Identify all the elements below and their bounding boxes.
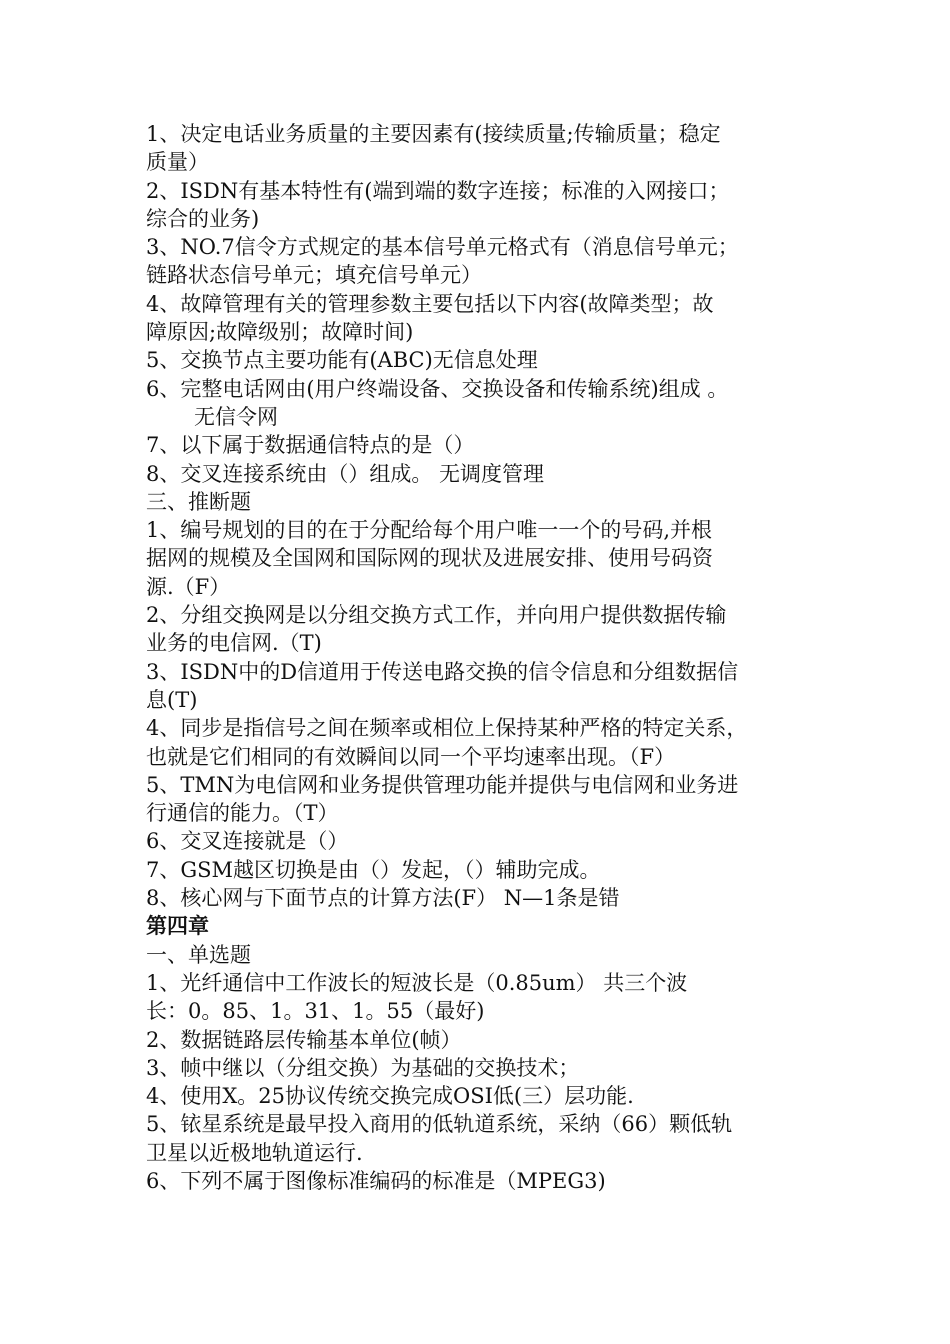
text-line: 6、完整电话网由(用户终端设备、交换设备和传输系统)组成 。 xyxy=(146,376,729,401)
document-body xyxy=(146,120,816,1195)
text-line: 卫星以近极地轨道运行. xyxy=(146,1140,363,1165)
text-line: 1、决定电话业务质量的主要因素有(接续质量;传输质量；稳定 xyxy=(146,122,721,146)
text-line: 也就是它们相同的有效瞬间以同一个平均速率出现。（F） xyxy=(146,744,676,769)
text-line: 7、以下属于数据通信特点的是（） xyxy=(146,433,475,458)
text-line: 1、光纤通信中工作波长的短波长是（0.85um） 共三个波 xyxy=(146,970,688,995)
text-line: 行通信的能力。（T） xyxy=(146,801,339,826)
text-line: 业务的电信网.（T) xyxy=(146,631,322,656)
text-line: 无信令网 xyxy=(194,404,278,429)
text-line: 三、推断题 xyxy=(146,489,251,514)
text-line: 1、编号规划的目的在于分配给每个用户唯一一个的号码,并根 xyxy=(146,518,713,543)
text-line: 6、下列不属于图像标准编码的标准是（MPEG3) xyxy=(146,1168,606,1193)
text-line: 长：0。85、1。31、1。55（最好) xyxy=(146,999,485,1024)
text-line: 5、TMN为电信网和业务提供管理功能并提供与电信网和业务进 xyxy=(146,772,739,797)
text-line: 6、交叉连接就是（） xyxy=(146,829,349,854)
text-line: 7、GSM越区切换是由（）发起，（）辅助完成。 xyxy=(146,857,601,882)
text-line: 4、同步是指信号之间在频率或相位上保持某种严格的特定关系， xyxy=(146,716,748,741)
text-line: 2、ISDN有基本特性有(端到端的数字连接；标准的入网接口； xyxy=(146,178,730,203)
text-line: 8、交叉连接系统由（）组成。 无调度管理 xyxy=(146,461,545,486)
text-line: 4、使用X。25协议传统交换完成OSI低(三）层功能. xyxy=(146,1084,634,1109)
text-line: 3、帧中继以（分组交换）为基础的交换技术； xyxy=(146,1055,580,1080)
text-line: 2、数据链路层传输基本单位(帧） xyxy=(146,1027,462,1052)
text-line: 质量） xyxy=(146,150,209,175)
text-line: 源.（F） xyxy=(146,574,231,599)
text-line: 据网的规模及全国网和国际网的现状及进展安排、使用号码资 xyxy=(146,546,713,571)
text-line: 2、分组交换网是以分组交换方式工作，并向用户提供数据传输 xyxy=(146,603,727,628)
text-line: 链路状态信号单元；填充信号单元） xyxy=(146,263,482,288)
text-line: 综合的业务) xyxy=(146,206,260,231)
text-line: 障原因;故障级别；故障时间) xyxy=(146,320,414,345)
text-line: 3、ISDN中的D信道用于传送电路交换的信令信息和分组数据信 xyxy=(146,659,739,684)
text-line: 5、交换节点主要功能有(ABC)无信息处理 xyxy=(146,348,538,373)
text-line: 4、故障管理有关的管理参数主要包括以下内容(故障类型；故 xyxy=(146,291,714,316)
text-line: 息(T) xyxy=(146,687,198,712)
text-line: 8、核心网与下面节点的计算方法(F） N—1条是错 xyxy=(146,886,620,911)
text-line: 一、单选题 xyxy=(146,942,251,967)
chapter-heading: 第四章 xyxy=(146,914,209,939)
text-line: 5、铱星系统是最早投入商用的低轨道系统，采纳（66）颗低轨 xyxy=(146,1112,733,1137)
text-line: 3、NO.7信令方式规定的基本信号单元格式有（消息信号单元； xyxy=(146,235,739,260)
